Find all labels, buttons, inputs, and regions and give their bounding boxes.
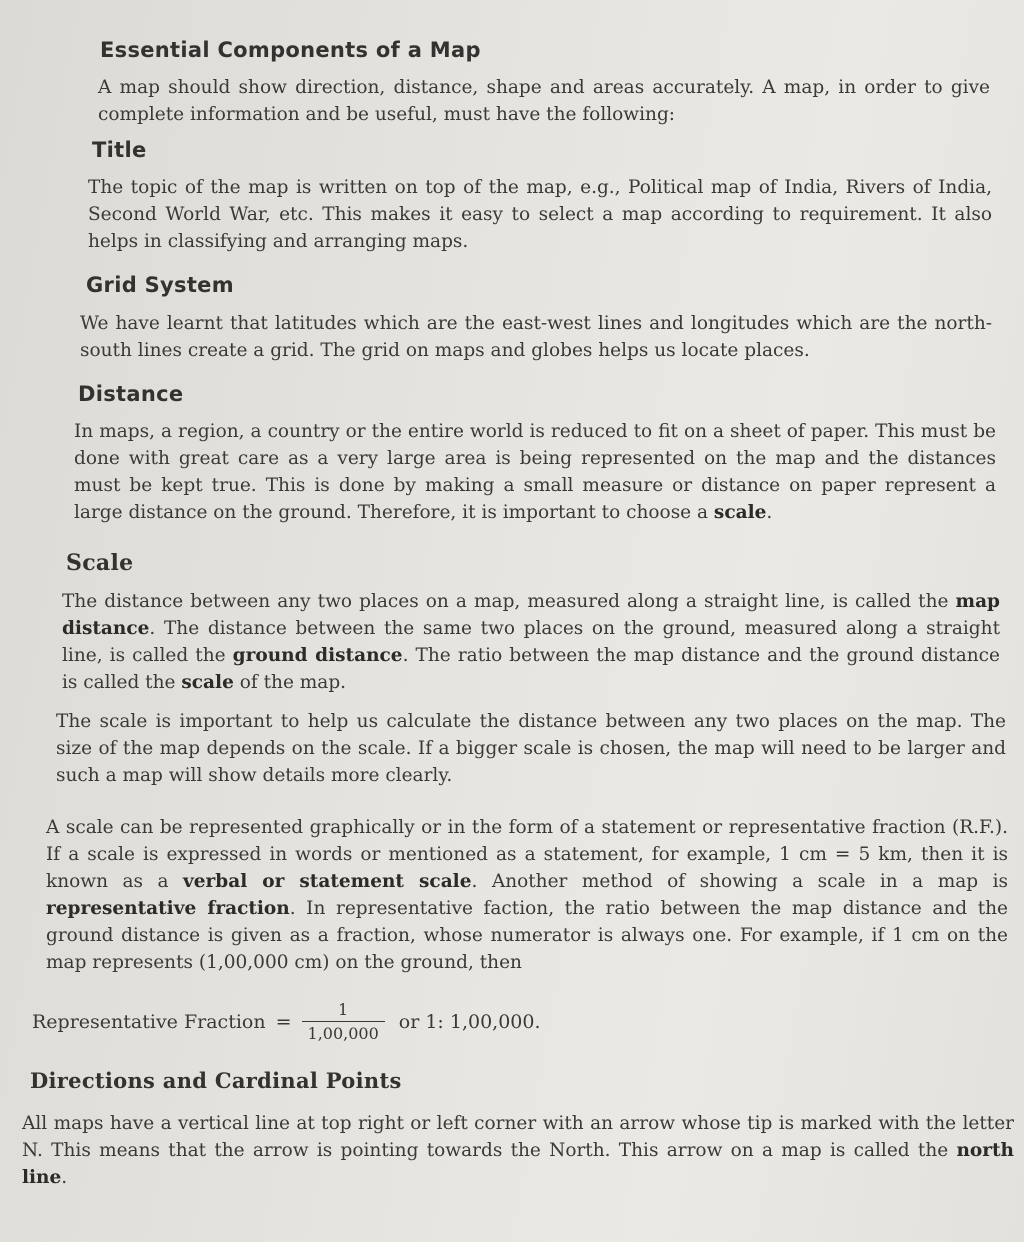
grid-system-heading: Grid System	[86, 273, 234, 297]
distance-text: In maps, a region, a country or the entire world is reduced to fit on a sheet of paper. This must be done with great care as a very large area is being represented on the map and the distances must be kept true. This is done by making a small measure or distance on paper represent a large distance on the ground. Therefore, it is important to choose a scale.	[74, 421, 996, 523]
directions-text: All maps have a vertical line at top right or left corner with an arrow whose tip is marked with the letter N. This means that the arrow is pointing towards the North. This arrow on a map is called the north line.	[22, 1113, 1014, 1188]
fraction	[302, 1000, 385, 1043]
formula-equals: =	[275, 1010, 292, 1033]
formula-label: Representative Fraction	[32, 1010, 266, 1033]
scale-paragraph-2: The scale is important to help us calculate the distance between any two places on the map. The size of the map depends on the scale. If a bigger scale is chosen, the map will need to be larger and such a map will show details more clearly.	[56, 711, 1006, 786]
scale-paragraph-3: A scale can be represented graphically or in the form of a statement or representative fraction (R.F.). If a scale is expressed in words or mentioned as a statement, for example, 1 cm = 5 km, then it is known as a verbal or statement scale. Another method of showing a scale in a map is representative fraction. In representative faction, the ratio between the map distance and the ground distance is given as a fraction, whose numerator is always one. For example, if 1 cm on the map represents (1,00,000 cm) on the ground, then	[46, 817, 1009, 973]
intro-paragraph: A map should show direction, distance, shape and areas accurately. A map, in order to give complete information and be useful, must have the following:	[98, 77, 990, 125]
title-section-heading: Title	[92, 138, 147, 162]
page-title: Essential Components of a Map	[100, 38, 481, 62]
grid-system-text: We have learnt that latitudes which are the east-west lines and longitudes which are the north-south lines create a grid. The grid on maps and globes helps us locate places.	[80, 313, 992, 361]
representative-fraction-formula	[32, 1000, 541, 1043]
scale-paragraph-1: The distance between any two places on a map, measured along a straight line, is called the map distance. The distance between the same two places on the ground, measured along a straight line, is called the ground distance. The ratio between the map distance and the ground distance is called the scale of the map.	[62, 591, 1000, 693]
distance-heading: Distance	[78, 382, 184, 406]
fraction-denominator: 1,00,000	[302, 1021, 385, 1043]
title-section-text: The topic of the map is written on top of the map, e.g., Political map of India, Rivers of India, Second World War, etc. This makes it easy to select a map according to requirement. It also helps in classifying and arranging maps.	[88, 177, 992, 252]
formula-ratio: or 1: 1,00,000.	[398, 1010, 541, 1033]
directions-heading: Directions and Cardinal Points	[30, 1068, 402, 1093]
scale-heading: Scale	[66, 550, 134, 576]
fraction-numerator: 1	[338, 1000, 349, 1019]
